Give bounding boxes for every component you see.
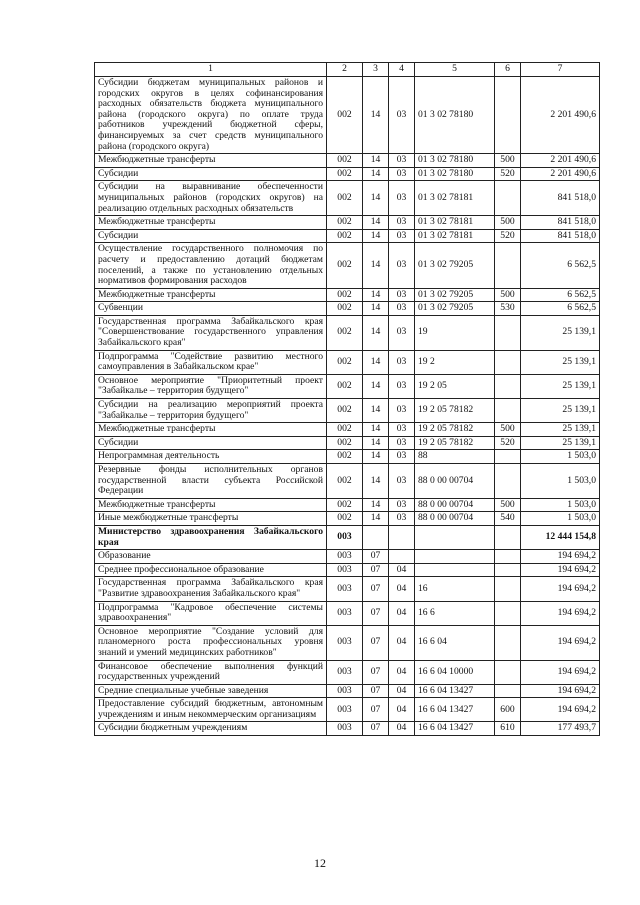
row-admin-code: 002 bbox=[327, 167, 363, 181]
row-subsection: 03 bbox=[389, 423, 415, 437]
table-row bbox=[95, 625, 600, 660]
row-admin-code: 002 bbox=[327, 450, 363, 464]
table-row bbox=[95, 563, 600, 577]
page-number: 12 bbox=[314, 856, 326, 870]
table-row bbox=[95, 229, 600, 243]
row-expense-type: 540 bbox=[495, 512, 521, 526]
row-name: Межбюджетные трансферты bbox=[95, 423, 327, 437]
row-amount: 194 694,2 bbox=[521, 698, 600, 722]
row-expense-type bbox=[495, 350, 521, 374]
row-subsection: 04 bbox=[389, 684, 415, 698]
row-expense-type bbox=[495, 464, 521, 499]
row-name: Субсидии бюджетным учреждениям bbox=[95, 722, 327, 736]
table-row bbox=[95, 154, 600, 168]
row-target-code: 19 2 05 78182 bbox=[415, 423, 495, 437]
table-row bbox=[95, 512, 600, 526]
row-expense-type: 500 bbox=[495, 498, 521, 512]
column-header: 4 bbox=[389, 63, 415, 77]
row-admin-code: 002 bbox=[327, 436, 363, 450]
row-amount: 2 201 490,6 bbox=[521, 77, 600, 154]
row-subsection: 04 bbox=[389, 722, 415, 736]
row-expense-type bbox=[495, 315, 521, 350]
row-section: 07 bbox=[363, 722, 389, 736]
row-section: 14 bbox=[363, 498, 389, 512]
row-target-code bbox=[415, 525, 495, 549]
row-amount: 2 201 490,6 bbox=[521, 167, 600, 181]
row-section: 07 bbox=[363, 563, 389, 577]
row-target-code: 88 0 00 00704 bbox=[415, 464, 495, 499]
row-target-code: 16 6 bbox=[415, 601, 495, 625]
row-target-code: 88 bbox=[415, 450, 495, 464]
row-name: Осуществление государственного полномочия по расчету и предоставлению дотаций бюджетам поселений, а также по установлению отдельных нормативов формирования расходов bbox=[95, 243, 327, 288]
row-admin-code: 003 bbox=[327, 660, 363, 684]
row-subsection: 03 bbox=[389, 77, 415, 154]
row-expense-type bbox=[495, 684, 521, 698]
table-row bbox=[95, 181, 600, 216]
row-name: Подпрограмма "Кадровое обеспечение системы здравоохранения" bbox=[95, 601, 327, 625]
row-section: 14 bbox=[363, 288, 389, 302]
row-expense-type: 520 bbox=[495, 229, 521, 243]
row-name: Предоставление субсидий бюджетным, автономным учреждениям и иным некоммерческим организациям bbox=[95, 698, 327, 722]
table-row bbox=[95, 350, 600, 374]
row-subsection: 03 bbox=[389, 302, 415, 316]
row-section: 07 bbox=[363, 698, 389, 722]
row-target-code: 88 0 00 00704 bbox=[415, 498, 495, 512]
table-row bbox=[95, 423, 600, 437]
row-subsection: 04 bbox=[389, 577, 415, 601]
row-expense-type bbox=[495, 563, 521, 577]
row-name: Основное мероприятие "Создание условий для планомерного роста профессиональных уровня знаний и умений медицинских работников" bbox=[95, 625, 327, 660]
row-admin-code: 002 bbox=[327, 423, 363, 437]
row-expense-type: 610 bbox=[495, 722, 521, 736]
row-admin-code: 002 bbox=[327, 399, 363, 423]
row-expense-type: 600 bbox=[495, 698, 521, 722]
table-row bbox=[95, 684, 600, 698]
row-section: 14 bbox=[363, 436, 389, 450]
row-amount: 2 201 490,6 bbox=[521, 154, 600, 168]
row-expense-type bbox=[495, 450, 521, 464]
row-admin-code: 003 bbox=[327, 525, 363, 549]
row-target-code: 16 6 04 13427 bbox=[415, 698, 495, 722]
row-target-code: 01 3 02 79205 bbox=[415, 243, 495, 288]
row-section: 14 bbox=[363, 374, 389, 398]
row-section: 07 bbox=[363, 625, 389, 660]
row-target-code: 19 2 05 78182 bbox=[415, 399, 495, 423]
row-expense-type: 530 bbox=[495, 302, 521, 316]
row-section: 14 bbox=[363, 216, 389, 230]
row-admin-code: 002 bbox=[327, 512, 363, 526]
row-amount: 1 503,0 bbox=[521, 464, 600, 499]
row-amount: 1 503,0 bbox=[521, 512, 600, 526]
header-row bbox=[95, 63, 600, 77]
row-amount: 25 139,1 bbox=[521, 423, 600, 437]
row-expense-type bbox=[495, 525, 521, 549]
row-name: Среднее профессиональное образование bbox=[95, 563, 327, 577]
row-expense-type bbox=[495, 399, 521, 423]
table-row bbox=[95, 374, 600, 398]
table-row bbox=[95, 722, 600, 736]
row-name: Подпрограмма "Содействие развитию местного самоуправления в Забайкальском крае" bbox=[95, 350, 327, 374]
row-section: 14 bbox=[363, 302, 389, 316]
row-admin-code: 002 bbox=[327, 464, 363, 499]
row-amount: 841 518,0 bbox=[521, 229, 600, 243]
row-name: Иные межбюджетные трансферты bbox=[95, 512, 327, 526]
row-section: 14 bbox=[363, 181, 389, 216]
row-name: Резервные фонды исполнительных органов государственной власти субъекта Российской Федерации bbox=[95, 464, 327, 499]
column-header: 2 bbox=[327, 63, 363, 77]
row-name: Средние специальные учебные заведения bbox=[95, 684, 327, 698]
column-header: 6 bbox=[495, 63, 521, 77]
table-row bbox=[95, 315, 600, 350]
row-subsection: 03 bbox=[389, 350, 415, 374]
row-subsection: 03 bbox=[389, 181, 415, 216]
row-admin-code: 002 bbox=[327, 243, 363, 288]
table-body bbox=[95, 77, 600, 736]
row-amount: 25 139,1 bbox=[521, 436, 600, 450]
row-name: Непрограммная деятельность bbox=[95, 450, 327, 464]
row-name: Государственная программа Забайкальского края "Развитие здравоохранения Забайкальского края" bbox=[95, 577, 327, 601]
table-row bbox=[95, 660, 600, 684]
row-expense-type bbox=[495, 77, 521, 154]
row-section: 14 bbox=[363, 464, 389, 499]
row-expense-type: 520 bbox=[495, 167, 521, 181]
row-target-code: 01 3 02 78180 bbox=[415, 167, 495, 181]
row-subsection: 03 bbox=[389, 374, 415, 398]
row-amount: 25 139,1 bbox=[521, 399, 600, 423]
row-admin-code: 003 bbox=[327, 577, 363, 601]
row-admin-code: 003 bbox=[327, 722, 363, 736]
column-header: 3 bbox=[363, 63, 389, 77]
row-name: Межбюджетные трансферты bbox=[95, 288, 327, 302]
table-row bbox=[95, 399, 600, 423]
row-admin-code: 003 bbox=[327, 684, 363, 698]
row-subsection: 03 bbox=[389, 288, 415, 302]
row-admin-code: 003 bbox=[327, 698, 363, 722]
row-name: Субсидии на реализацию мероприятий проекта "Забайкалье – территория будущего" bbox=[95, 399, 327, 423]
row-target-code: 19 2 05 bbox=[415, 374, 495, 398]
row-subsection: 03 bbox=[389, 315, 415, 350]
row-expense-type bbox=[495, 577, 521, 601]
table-row bbox=[95, 436, 600, 450]
table-row bbox=[95, 302, 600, 316]
row-admin-code: 003 bbox=[327, 563, 363, 577]
row-amount: 194 694,2 bbox=[521, 660, 600, 684]
row-section: 07 bbox=[363, 550, 389, 564]
row-subsection: 04 bbox=[389, 601, 415, 625]
row-admin-code: 002 bbox=[327, 229, 363, 243]
budget-table bbox=[94, 62, 600, 736]
row-section: 14 bbox=[363, 450, 389, 464]
row-subsection: 03 bbox=[389, 243, 415, 288]
row-expense-type: 500 bbox=[495, 288, 521, 302]
row-target-code: 88 0 00 00704 bbox=[415, 512, 495, 526]
column-header: 1 bbox=[95, 63, 327, 77]
row-target-code: 01 3 02 78180 bbox=[415, 77, 495, 154]
row-expense-type: 500 bbox=[495, 423, 521, 437]
row-amount: 177 493,7 bbox=[521, 722, 600, 736]
row-section bbox=[363, 525, 389, 549]
row-amount: 12 444 154,8 bbox=[521, 525, 600, 549]
row-target-code: 16 bbox=[415, 577, 495, 601]
row-amount: 841 518,0 bbox=[521, 216, 600, 230]
row-amount: 25 139,1 bbox=[521, 374, 600, 398]
row-target-code bbox=[415, 563, 495, 577]
table-row bbox=[95, 216, 600, 230]
table-row bbox=[95, 243, 600, 288]
table-row bbox=[95, 498, 600, 512]
row-section: 14 bbox=[363, 77, 389, 154]
row-amount: 6 562,5 bbox=[521, 302, 600, 316]
row-target-code bbox=[415, 550, 495, 564]
row-target-code: 01 3 02 79205 bbox=[415, 288, 495, 302]
row-name: Субсидии на выравнивание обеспеченности муниципальных районов (городских округов) на реализацию отдельных расходных обязательств bbox=[95, 181, 327, 216]
row-subsection: 03 bbox=[389, 229, 415, 243]
row-name: Субсидии bbox=[95, 436, 327, 450]
row-target-code: 19 2 05 78182 bbox=[415, 436, 495, 450]
row-section: 14 bbox=[363, 167, 389, 181]
row-expense-type bbox=[495, 625, 521, 660]
row-expense-type bbox=[495, 243, 521, 288]
row-name: Субсидии bbox=[95, 167, 327, 181]
row-amount: 841 518,0 bbox=[521, 181, 600, 216]
row-target-code: 16 6 04 13427 bbox=[415, 722, 495, 736]
row-target-code: 01 3 02 79205 bbox=[415, 302, 495, 316]
row-section: 07 bbox=[363, 577, 389, 601]
row-expense-type bbox=[495, 181, 521, 216]
row-section: 07 bbox=[363, 601, 389, 625]
column-header: 7 bbox=[521, 63, 600, 77]
table-row bbox=[95, 525, 600, 549]
row-subsection: 03 bbox=[389, 436, 415, 450]
row-target-code: 19 2 bbox=[415, 350, 495, 374]
row-section: 14 bbox=[363, 423, 389, 437]
row-amount: 194 694,2 bbox=[521, 684, 600, 698]
table-row bbox=[95, 550, 600, 564]
column-header: 5 bbox=[415, 63, 495, 77]
row-admin-code: 002 bbox=[327, 181, 363, 216]
row-subsection bbox=[389, 550, 415, 564]
row-subsection: 03 bbox=[389, 216, 415, 230]
row-subsection: 03 bbox=[389, 512, 415, 526]
row-section: 14 bbox=[363, 229, 389, 243]
row-expense-type: 520 bbox=[495, 436, 521, 450]
row-admin-code: 003 bbox=[327, 601, 363, 625]
row-subsection: 03 bbox=[389, 464, 415, 499]
row-amount: 6 562,5 bbox=[521, 288, 600, 302]
row-section: 14 bbox=[363, 512, 389, 526]
row-expense-type bbox=[495, 601, 521, 625]
table-row bbox=[95, 698, 600, 722]
row-amount: 6 562,5 bbox=[521, 243, 600, 288]
row-amount: 1 503,0 bbox=[521, 450, 600, 464]
row-expense-type bbox=[495, 550, 521, 564]
row-target-code: 01 3 02 78181 bbox=[415, 216, 495, 230]
row-admin-code: 002 bbox=[327, 288, 363, 302]
row-name: Субсидии bbox=[95, 229, 327, 243]
row-name: Образование bbox=[95, 550, 327, 564]
row-admin-code: 002 bbox=[327, 498, 363, 512]
table-row bbox=[95, 288, 600, 302]
row-subsection bbox=[389, 525, 415, 549]
row-target-code: 01 3 02 78180 bbox=[415, 154, 495, 168]
row-name: Основное мероприятие "Приоритетный проект "Забайкалье – территория будущего" bbox=[95, 374, 327, 398]
row-name: Межбюджетные трансферты bbox=[95, 216, 327, 230]
table-row bbox=[95, 464, 600, 499]
row-name: Межбюджетные трансферты bbox=[95, 498, 327, 512]
row-name: Государственная программа Забайкальского края "Совершенствование государственного управления Забайкальского края" bbox=[95, 315, 327, 350]
row-subsection: 03 bbox=[389, 450, 415, 464]
row-section: 14 bbox=[363, 154, 389, 168]
row-subsection: 04 bbox=[389, 625, 415, 660]
table-row bbox=[95, 167, 600, 181]
row-target-code: 16 6 04 10000 bbox=[415, 660, 495, 684]
row-amount: 194 694,2 bbox=[521, 563, 600, 577]
row-subsection: 04 bbox=[389, 660, 415, 684]
row-name: Финансовое обеспечение выполнения функций государственных учреждений bbox=[95, 660, 327, 684]
row-subsection: 04 bbox=[389, 563, 415, 577]
row-admin-code: 002 bbox=[327, 154, 363, 168]
row-admin-code: 002 bbox=[327, 374, 363, 398]
row-admin-code: 003 bbox=[327, 550, 363, 564]
row-amount: 1 503,0 bbox=[521, 498, 600, 512]
row-subsection: 03 bbox=[389, 399, 415, 423]
row-name: Субсидии бюджетам муниципальных районов и городских округов в целях софинансирования расходных обязательств бюджета муниципального района (городского округа) по оплате труда работников учреждений бюджетной сферы, финансируемых за счет средств муниципального района (городского округа) bbox=[95, 77, 327, 154]
row-admin-code: 002 bbox=[327, 315, 363, 350]
table-row bbox=[95, 450, 600, 464]
row-section: 14 bbox=[363, 315, 389, 350]
row-amount: 194 694,2 bbox=[521, 601, 600, 625]
row-subsection: 03 bbox=[389, 167, 415, 181]
row-admin-code: 002 bbox=[327, 302, 363, 316]
row-expense-type bbox=[495, 374, 521, 398]
row-section: 14 bbox=[363, 243, 389, 288]
row-section: 14 bbox=[363, 399, 389, 423]
row-admin-code: 002 bbox=[327, 216, 363, 230]
row-expense-type bbox=[495, 660, 521, 684]
row-amount: 194 694,2 bbox=[521, 550, 600, 564]
row-section: 07 bbox=[363, 660, 389, 684]
row-section: 07 bbox=[363, 684, 389, 698]
row-subsection: 03 bbox=[389, 154, 415, 168]
table-row bbox=[95, 601, 600, 625]
row-name: Межбюджетные трансферты bbox=[95, 154, 327, 168]
row-target-code: 16 6 04 bbox=[415, 625, 495, 660]
row-target-code: 01 3 02 78181 bbox=[415, 181, 495, 216]
row-admin-code: 002 bbox=[327, 350, 363, 374]
row-expense-type: 500 bbox=[495, 154, 521, 168]
row-name: Министерство здравоохранения Забайкальского края bbox=[95, 525, 327, 549]
table-row bbox=[95, 77, 600, 154]
row-admin-code: 002 bbox=[327, 77, 363, 154]
row-target-code: 01 3 02 78181 bbox=[415, 229, 495, 243]
table-row bbox=[95, 577, 600, 601]
row-expense-type: 500 bbox=[495, 216, 521, 230]
row-target-code: 16 6 04 13427 bbox=[415, 684, 495, 698]
row-subsection: 04 bbox=[389, 698, 415, 722]
row-amount: 25 139,1 bbox=[521, 315, 600, 350]
row-amount: 25 139,1 bbox=[521, 350, 600, 374]
row-target-code: 19 bbox=[415, 315, 495, 350]
row-amount: 194 694,2 bbox=[521, 625, 600, 660]
row-name: Субвенции bbox=[95, 302, 327, 316]
row-amount: 194 694,2 bbox=[521, 577, 600, 601]
row-subsection: 03 bbox=[389, 498, 415, 512]
row-section: 14 bbox=[363, 350, 389, 374]
row-admin-code: 003 bbox=[327, 625, 363, 660]
